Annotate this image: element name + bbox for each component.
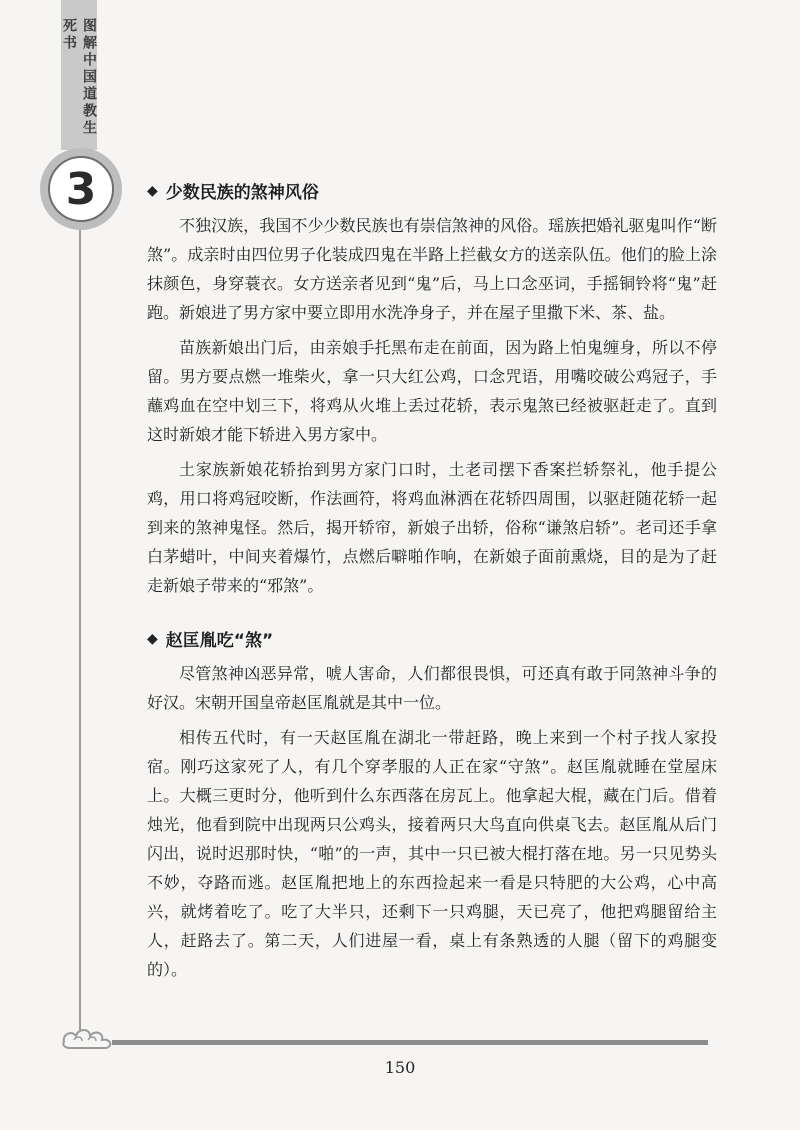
paragraph: 尽管煞神凶恶异常，唬人害命，人们都很畏惧，可还真有敢于同煞神斗争的好汉。宋朝开国皇帝赵匡胤就是其中一位。 <box>147 664 717 712</box>
section-heading <box>147 178 717 203</box>
paragraph: 苗族新娘出门后，由亲娘手托黑布走在前面，因为路上怕鬼缠身，所以不停留。男方要点燃一堆柴火，拿一只大红公鸡，口念咒语，用嘴咬破公鸡冠子，手蘸鸡血在空中划三下，将鸡从火堆上丢过花轿，表示鬼煞已经被驱赶走了。直到这时新娘才能下轿进入男方家中。 <box>147 338 717 444</box>
section-heading-text: 赵匡胤吃“煞” <box>165 631 274 651</box>
main-content <box>147 178 717 990</box>
paragraph: 土家族新娘花轿抬到男方家门口时，土老司摆下香案拦轿祭礼，他手提公鸡，用口将鸡冠咬断，作法画符，将鸡血淋洒在花轿四周围，以驱赶随花轿一起到来的煞神鬼怪。然后，揭开轿帘，新娘子出轿，俗称“谦煞启轿”。老司还手拿白茅蜡叶，中间夹着爆竹，点燃后噼啪作响，在新娘子面前熏烧，目的是为了赶走新娘子带来的“邪煞”。 <box>147 460 717 595</box>
chapter-number: 3 <box>65 163 97 215</box>
footer-rule <box>112 1040 708 1045</box>
book-title: 图解中国道教生死书 <box>61 18 97 137</box>
side-tab <box>61 0 97 150</box>
diamond-bullet-icon: ◆ <box>147 630 158 647</box>
section-heading <box>147 626 717 651</box>
section-heading-text: 少数民族的煞神风俗 <box>165 183 319 203</box>
chapter-badge <box>40 148 122 230</box>
paragraph: 不独汉族，我国不少少数民族也有崇信煞神的风俗。瑶族把婚礼驱鬼叫作“断煞”。成亲时由四位男子化装成四鬼在半路上拦截女方的送亲队伍。他们的脸上涂抹颜色，身穿蓑衣。女方送亲者见到“鬼”后，马上口念巫词，手摇铜铃将“鬼”赶跑。新娘进了男方家中要立即用水洗净身子，并在屋子里撒下米、茶、盐。 <box>147 216 717 322</box>
paragraph: 相传五代时，有一天赵匡胤在湖北一带赶路，晚上来到一个村子找人家投宿。刚巧这家死了人，有几个穿孝服的人正在家“守煞”。赵匡胤就睡在堂屋床上。大概三更时分，他听到什么东西落在房瓦上。他拿起大棍，藏在门后。借着烛光，他看到院中出现两只公鸡头，接着两只大鸟直向供桌飞去。赵匡胤从后门闪出，说时迟那时快，“啪”的一声，其中一只已被大棍打落在地。另一只见势头不妙，夺路而逃。赵匡胤把地上的东西捡起来一看是只特肥的大公鸡，心中高兴，就烤着吃了。吃了大半只，还剩下一只鸡腿，天已亮了，他把鸡腿留给主人，赶路去了。第二天，人们进屋一看，桌上有条熟透的人腿（留下的鸡腿变的）。 <box>147 728 717 979</box>
cloud-ornament-icon <box>60 1022 116 1052</box>
chapter-badge-inner <box>48 156 114 222</box>
section-spacer <box>147 606 717 626</box>
page-number: 150 <box>384 1058 416 1077</box>
diamond-bullet-icon: ◆ <box>147 182 158 199</box>
margin-rule <box>79 220 81 1030</box>
